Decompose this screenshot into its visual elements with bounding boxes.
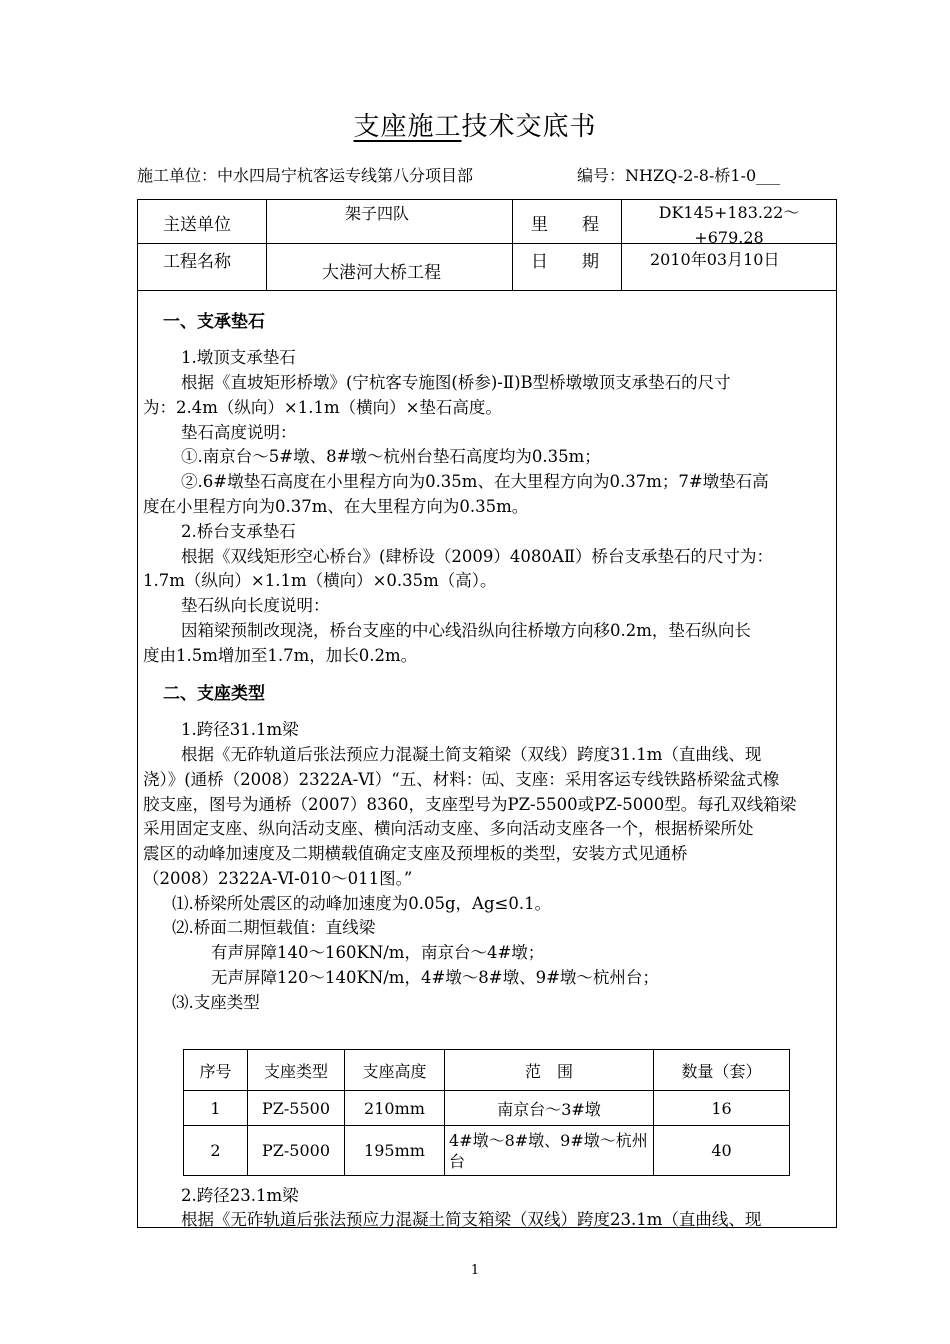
body-line: 2.桥台支承垫石 [181,522,296,541]
body-line: （2008）2322A-Ⅵ-010～011图。” [143,869,413,888]
body-line: 度在小里程方向为0.37m、在大里程方向为0.35m。 [143,497,529,516]
body-line: ②.6#墩垫石高度在小里程方向为0.35m、在大里程方向为0.37m；7#墩垫石高 [181,472,769,491]
table-header-cell: 支座高度 [345,1050,445,1091]
header-col-line-1 [266,199,267,291]
table-header-cell: 范 围 [445,1050,654,1091]
document-code: 编号：NHZQ-2-8-桥1-0___ [577,166,781,185]
table-header-cell: 数量（套） [654,1050,790,1091]
body-line: ⑵.桥面二期恒载值：直线梁 [172,918,376,937]
table-cell: 2 [184,1126,248,1176]
date-value: 2010年03月10日 [650,250,780,269]
body-line: 1.墩顶支承垫石 [181,348,296,367]
body-line: 根据《双线矩形空心桥台》(肆桥设（2009）4080AⅡ）桥台支承垫石的尺寸为： [181,547,774,566]
mileage-value-1: DK145+183.22～ [658,203,800,222]
table-header-cell: 序号 [184,1050,248,1091]
page-number: 1 [470,1263,480,1278]
section-2-heading: 二、支座类型 [163,684,265,704]
body-line: 2.跨径23.1m梁 [181,1186,299,1205]
mileage-value-2: +679.28 [694,228,764,247]
table-cell: 210mm [345,1091,445,1126]
body-line: 震区的动峰加速度及二期横载值确定支座及预埋板的类型，安装方式见通桥 [143,844,688,863]
body-line: ⑴.桥梁所处震区的动峰加速度为0.05g，Ag≤0.1。 [172,894,552,913]
table-row [184,1126,790,1176]
body-line: 1.跨径31.1m梁 [181,720,299,739]
table-cell: 1 [184,1091,248,1126]
body-line: 根据《直坡矩形桥墩》(宁杭客专施图(桥参)-Ⅱ)B型桥墩墩顶支承垫石的尺寸 [181,373,731,392]
sender-value: 架子四队 [345,204,410,223]
body-line: ⑶.支座类型 [172,993,260,1012]
body-line: 浇）》(通桥（2008）2322A-Ⅵ）“五、材料：㈤、支座：采用客运专线铁路桥梁盆式橡 [143,770,780,789]
bearing-spec-table [183,1049,790,1176]
body-line: 根据《无砟轨道后张法预应力混凝土简支箱梁（双线）跨度31.1m（直曲线、现 [181,745,762,764]
title-rest: 技术交底书 [461,112,597,142]
body-line: 1.7m（纵向）×1.1m（横向）×0.35m（高）。 [143,571,497,590]
table-cell: 195mm [345,1126,445,1176]
document-title [0,106,950,143]
body-line: 垫石纵向长度说明： [181,596,330,615]
table-row [184,1091,790,1126]
body-line: 无声屏障120～140KN/m，4#墩～8#墩、9#墩～杭州台； [211,968,659,987]
table-cell: PZ-5000 [248,1126,345,1176]
table-cell: PZ-5500 [248,1091,345,1126]
body-line: 胶支座，图号为通桥（2007）8360，支座型号为PZ-5500或PZ-5000型。每孔双线箱梁 [143,795,797,814]
table-header-cell: 支座类型 [248,1050,345,1091]
date-label: 日 期 [531,252,599,272]
body-line: 有声屏障140～160KN/m，南京台～4#墩； [211,943,545,962]
sender-label: 主送单位 [163,215,231,235]
table-cell: 南京台～3#墩 [445,1091,654,1126]
body-line: ①.南京台～5#墩、8#墩～杭州台垫石高度均为0.35m； [181,447,601,466]
table-header-row [184,1050,790,1091]
header-bottom-line [137,290,837,291]
project-label: 工程名称 [163,252,231,272]
title-underlined-part: 支座施工 [353,112,462,142]
section-1-heading: 一、支承垫石 [163,312,265,332]
body-line: 因箱梁预制改现浇，桥台支座的中心线沿纵向往桥墩方向移0.2m，垫石纵向长 [181,621,751,640]
body-line: 采用固定支座、纵向活动支座、横向活动支座、多向活动支座各一个，根据桥梁所处 [143,819,754,838]
header-col-line-2 [512,199,513,291]
body-line: 为：2.4m（纵向）×1.1m（横向）×垫石高度。 [143,398,502,417]
body-line: 度由1.5m增加至1.7m，加长0.2m。 [143,646,418,665]
table-cell: 4#墩～8#墩、9#墩～杭州台 [445,1126,654,1176]
table-cell: 16 [654,1091,790,1126]
construction-unit: 施工单位：中水四局宁杭客运专线第八分项目部 [137,166,474,185]
body-line: 根据《无砟轨道后张法预应力混凝土简支箱梁（双线）跨度23.1m（直曲线、现 [181,1210,762,1229]
body-line: 垫石高度说明： [181,423,297,442]
project-value: 大港河大桥工程 [322,263,441,283]
mileage-label: 里 程 [531,215,599,235]
table-cell: 40 [654,1126,790,1176]
